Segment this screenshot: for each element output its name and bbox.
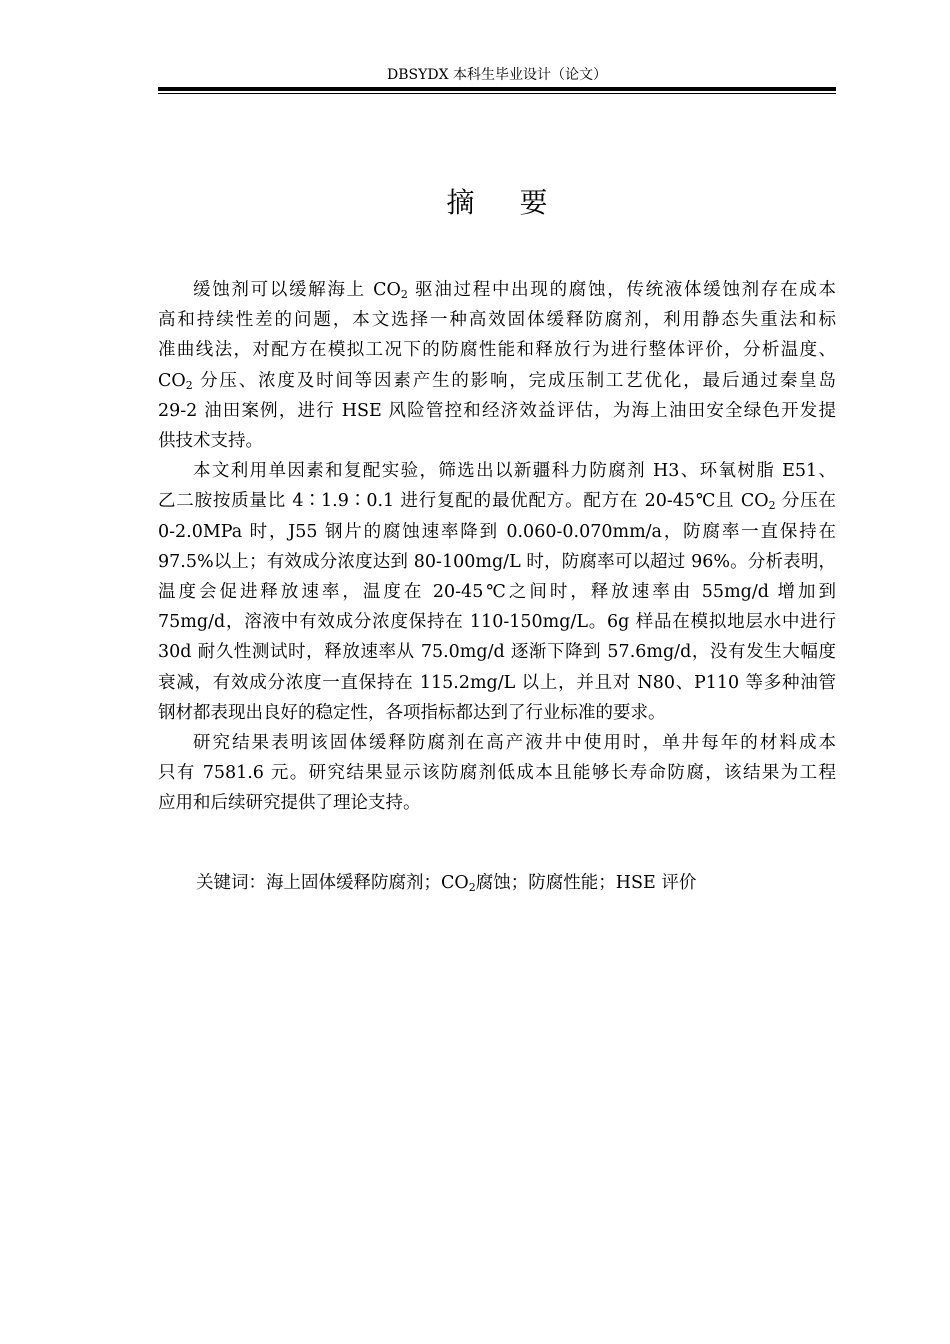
text-run: 乙二胺按质量比 4∶1.9∶0.1 进行复配的最优配方。配方在 20-45℃且 CO [158, 491, 769, 512]
keywords-text-before: 海上固体缓释防腐剂；CO [266, 873, 469, 893]
text-run: 准曲线法，对配方在模拟工况下的防腐性能和释放行为进行整体评价，分析温度、 [158, 340, 836, 361]
text-run: CO [158, 370, 186, 391]
keywords-subscript: 2 [468, 881, 476, 894]
text-run: 分压在 [775, 491, 836, 512]
text-run: 钢材都表现出良好的稳定性，各项指标都达到了行业标准的要求。 [158, 702, 666, 723]
paragraph-line [158, 698, 836, 728]
paragraph-line [158, 547, 836, 577]
text-run: 研究结果表明该固体缓释防腐剂在高产液井中使用时，单井每年的材料成本 [193, 733, 836, 754]
paragraph-line [158, 275, 836, 305]
text-run: 供技术支持。 [158, 431, 263, 452]
abstract-paragraph [158, 728, 836, 819]
abstract-paragraph [158, 275, 836, 456]
text-run: 97.5%以上；有效成分浓度达到 80-100mg/L 时，防腐率可以超过 96%。分析表明， [158, 551, 836, 572]
text-run: 分压、浓度及时间等因素产生的影响，完成压制工艺优化，最后通过秦皇岛 [192, 370, 836, 391]
paragraph-line [158, 788, 836, 818]
paragraph-line [158, 577, 836, 607]
paragraph-line [158, 426, 836, 456]
paragraph-line [158, 668, 836, 698]
text-run: 30d 耐久性测试时，释放速率从 75.0mg/d 逐渐下降到 57.6mg/d，没有发生大幅度 [158, 642, 836, 663]
keywords-line [196, 870, 696, 896]
paragraph-line [158, 486, 836, 516]
text-run: 缓蚀剂可以缓解海上 CO [193, 280, 401, 300]
paragraph-line [158, 758, 836, 788]
text-run: 只有 7581.6 元。研究结果显示该防腐剂低成本且能够长寿命防腐，该结果为工程 [158, 763, 836, 784]
paragraph-line [158, 396, 836, 426]
text-run: 应用和后续研究提供了理论支持。 [158, 793, 421, 814]
text-run: 温度会促进释放速率，温度在 20-45℃之间时，释放速率由 55mg/d 增加到 [158, 582, 836, 603]
paragraph-line [158, 305, 836, 335]
subscript: 2 [185, 378, 193, 392]
paragraph-line [158, 456, 836, 486]
keywords-text-after: 腐蚀；防腐性能；HSE 评价 [475, 873, 697, 893]
text-run: 驱油过程中出现的腐蚀，传统液体缓蚀剂存在成本 [407, 280, 836, 300]
subscript: 2 [768, 499, 776, 513]
text-run: 高和持续性差的问题，本文选择一种高效固体缓释防腐剂，利用静态失重法和标 [158, 310, 836, 331]
header-rule-thick [158, 87, 836, 91]
text-run: 0-2.0MPa 时，J55 钢片的腐蚀速率降到 0.060-0.070mm/a，防腐率一直保持在 [158, 521, 836, 542]
abstract-title: 摘 要 [446, 186, 566, 219]
text-run: 75mg/d，溶液中有效成分浓度保持在 110-150mg/L。6g 样品在模拟地层水中进行 [158, 612, 836, 633]
keywords-label: 关键词： [196, 873, 266, 893]
paragraph-line [158, 607, 836, 637]
paragraph-line [158, 728, 836, 758]
running-header: DBSYDX 本科生毕业设计（论文） [387, 67, 607, 83]
header-rule-thin [158, 93, 836, 94]
text-run: 29-2 油田案例，进行 HSE 风险管控和经济效益评估，为海上油田安全绿色开发提 [158, 400, 836, 421]
paragraph-line [158, 366, 836, 396]
text-run: 本文利用单因素和复配实验，筛选出以新疆科力防腐剂 H3、环氧树脂 E51、 [193, 461, 836, 482]
paragraph-line [158, 637, 836, 667]
paragraph-line [158, 335, 836, 365]
subscript: 2 [400, 288, 408, 301]
text-run: 衰减，有效成分浓度一直保持在 115.2mg/L 以上，并且对 N80、P110 等多种油管 [158, 672, 836, 693]
paragraph-line [158, 517, 836, 547]
abstract-paragraph [158, 456, 836, 728]
abstract-body [158, 275, 836, 819]
